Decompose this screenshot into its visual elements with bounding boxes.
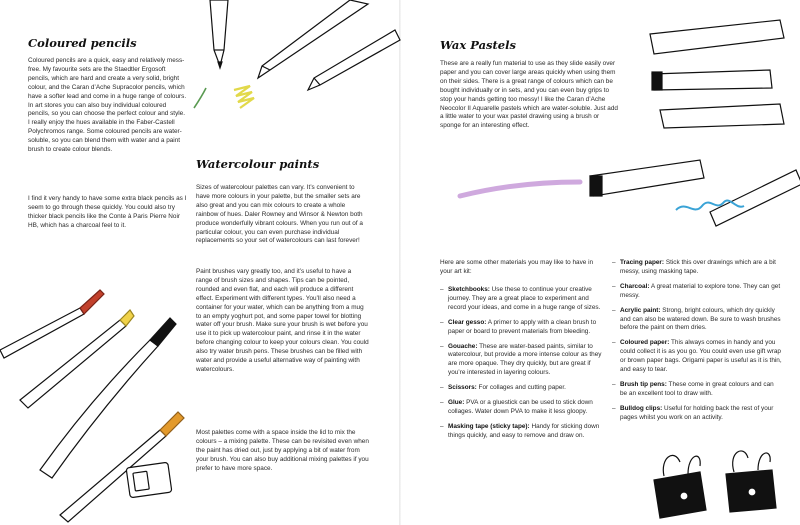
- material-description: Strong, bright colours, which dry quickly and can also be watered down. Be sure to wash brushes before the paint on them dries.: [620, 306, 781, 332]
- material-term: Tracing paper:: [620, 259, 665, 266]
- material-description: Useful for holding back the rest of your pages whilst you work on an activity.: [620, 404, 774, 421]
- material-term: Brush tip pens:: [620, 380, 667, 388]
- bulldog-clip-icon: [654, 455, 706, 518]
- coloured-pencils-illustration: [150, 0, 400, 120]
- paint-brush-icon: [40, 318, 176, 478]
- coloured-pencils-heading: Coloured pencils: [28, 36, 137, 50]
- bulldog-clips-illustration: [640, 440, 790, 520]
- materials-col1-item: [440, 319, 605, 337]
- material-term: Glue:: [448, 399, 465, 407]
- wax-pastel-icon: [652, 70, 772, 90]
- pink-scribble: [460, 182, 580, 196]
- material-description: Handy for sticking down things quickly, and easy to remove and draw on.: [448, 422, 600, 439]
- material-term: Sketchbooks:: [448, 286, 490, 293]
- material-description: Stick this over drawings which are a bit messy, using masking tape.: [620, 259, 776, 275]
- material-term: Charcoal:: [620, 282, 650, 290]
- watercolour-paragraph-2: Paint brushes vary greatly too, and it’s useful to have a range of brush sizes and shapes. Tips can be pointed, rounded and even flat, and each will produce a different effect. Experiment with different types. You’ll also need a container for your water, which can be anything from a mug to an empty yoghurt pot, and some paper towel for blotting water off your brush. Make sure your brush is wet before you use it to pick up watercolour paint, and rinse it in the water before changing colour to keep your colours clean. You could also try water brush pens. These brushes can be filled with water and provide a useful alternative way of painting with watercolours.: [196, 268, 369, 373]
- materials-col2-item: [612, 259, 782, 277]
- yellow-scribble: [234, 86, 254, 108]
- coloured-pencils-paragraph-1: Coloured pencils are a quick, easy and relatively mess-free. My favourite sets are the Staedtler Ergosoft pencils, which are hard and create a very solid, bright colour, and the Caran d’Ache Supracolor pencils, which have a softer lead and come in a huge range of colours. In art stores you can also buy individual coloured pencils, so you can choose the perfect colour and style. I really enjoy the hues available in the Faber-Castell Polychromos range. Some coloured pencils are water-soluble, so you can blend them with water and a paint brush to create colour blends.: [28, 57, 187, 154]
- material-term: Acrylic paint:: [620, 306, 661, 314]
- materials-col2-item: [612, 307, 782, 334]
- materials-col2-item: [612, 405, 782, 423]
- wax-pastel-icon: [660, 104, 784, 128]
- material-description: This always comes in handy and you could collect it is as you go. You could even use gift wrap or brown paper bags. Origami paper is useful as it is thin, and easy to tear.: [620, 339, 782, 374]
- coloured-pencils-paragraph-2: I find it very handy to have some extra black pencils as I seem to go through these quickly. You could also try thicker black pencils like the Conte à Paris Pierre Noir HB, which has a charcoal feel to it.: [28, 195, 187, 229]
- materials-col2-item: [612, 339, 782, 375]
- materials-intro: Here are some other materials you may like to have in your art kit:: [440, 259, 594, 275]
- material-description: A primer to apply with a clean brush to paper or board to prevent materials from bleeding.: [448, 318, 597, 335]
- watercolour-palette-icon: [126, 462, 172, 498]
- coloured-pencil-icon: [308, 30, 400, 90]
- material-term: Bulldog clips:: [620, 404, 663, 412]
- material-description: For collages and cutting paper.: [476, 384, 566, 392]
- bulldog-clip-icon: [726, 451, 776, 512]
- materials-list-column-1: [440, 286, 605, 447]
- material-description: PVA or a gluestick can be used to stick down collages. Water down PVA to make it less gloopy.: [448, 399, 593, 415]
- wax-pastels-illustration: [440, 0, 800, 240]
- watercolour-paragraph-1: Sizes of watercolour palettes can vary. It’s convenient to have more colours in your palette, but the smaller sets are also great and you can mix colours to create a whole rainbow of hues. Daler Rowney and Winsor & Newton both produce wonderfully vibrant colours. When you run out of a particular colour, you can even purchase individual replacements so your set of watercolours can last forever!: [196, 184, 363, 245]
- material-term: Clear gesso:: [448, 318, 487, 326]
- materials-list-column-2: [612, 259, 782, 429]
- materials-col1-item: [440, 286, 605, 313]
- material-description: Use these to continue your creative journey. They are a great place to experiment and record your ideas, and come in a huge range of sizes.: [448, 286, 601, 311]
- materials-col1-item: [440, 399, 605, 417]
- materials-col1-item: [440, 343, 605, 379]
- watercolour-paints-heading: Watercolour paints: [196, 157, 320, 171]
- materials-col2-item: [612, 283, 782, 301]
- watercolour-paragraph-3: Most palettes come with a space inside the lid to mix the colours – a mixing palette. These can be revisited even when the paint has dried out, just by applying a bit of water from your brush. You can also buy additional mixing palettes if you prefer to have more space.: [196, 429, 369, 472]
- material-description: A great material to explore tone. They can get messy.: [620, 282, 781, 299]
- wax-pastels-heading: Wax Pastels: [440, 38, 516, 52]
- materials-col1-item: [440, 384, 605, 393]
- wax-pastel-icon: [650, 20, 784, 54]
- materials-col2-item: [612, 381, 782, 399]
- material-term: Gouache:: [448, 342, 478, 350]
- wax-pastels-paragraph: These are a really fun material to use as they slide easily over paper and you can cover large areas quickly when using them on their sides. There is a great range of colours which can be bought individually or in sets, and you can even buy grips to stop your hands getting too messy! I like the Caran d’Ache Neocolor II Aquarelle pastels which are water-soluble. Just add a little water to your wax pastel drawing using a brush or sponge for an interesting effect.: [440, 60, 618, 130]
- wax-pastel-icon: [710, 170, 800, 226]
- material-term: Coloured paper:: [620, 339, 670, 347]
- material-term: Masking tape (sticky tape):: [448, 422, 530, 430]
- green-scribble: [194, 88, 206, 108]
- coloured-pencil-icon: [210, 0, 228, 68]
- materials-col1-item: [440, 423, 605, 441]
- wax-pastel-icon: [590, 160, 704, 196]
- paint-brushes-illustration: [0, 280, 190, 525]
- material-term: Scissors:: [448, 384, 477, 392]
- material-description: These are water-based paints, similar to watercolour, but provide a more intense colour as they are more opaque. They dry quickly, but are great if you’re interested in layering colours.: [448, 342, 602, 377]
- material-description: These come in great colours and can be an excellent tool to draw with.: [620, 380, 774, 397]
